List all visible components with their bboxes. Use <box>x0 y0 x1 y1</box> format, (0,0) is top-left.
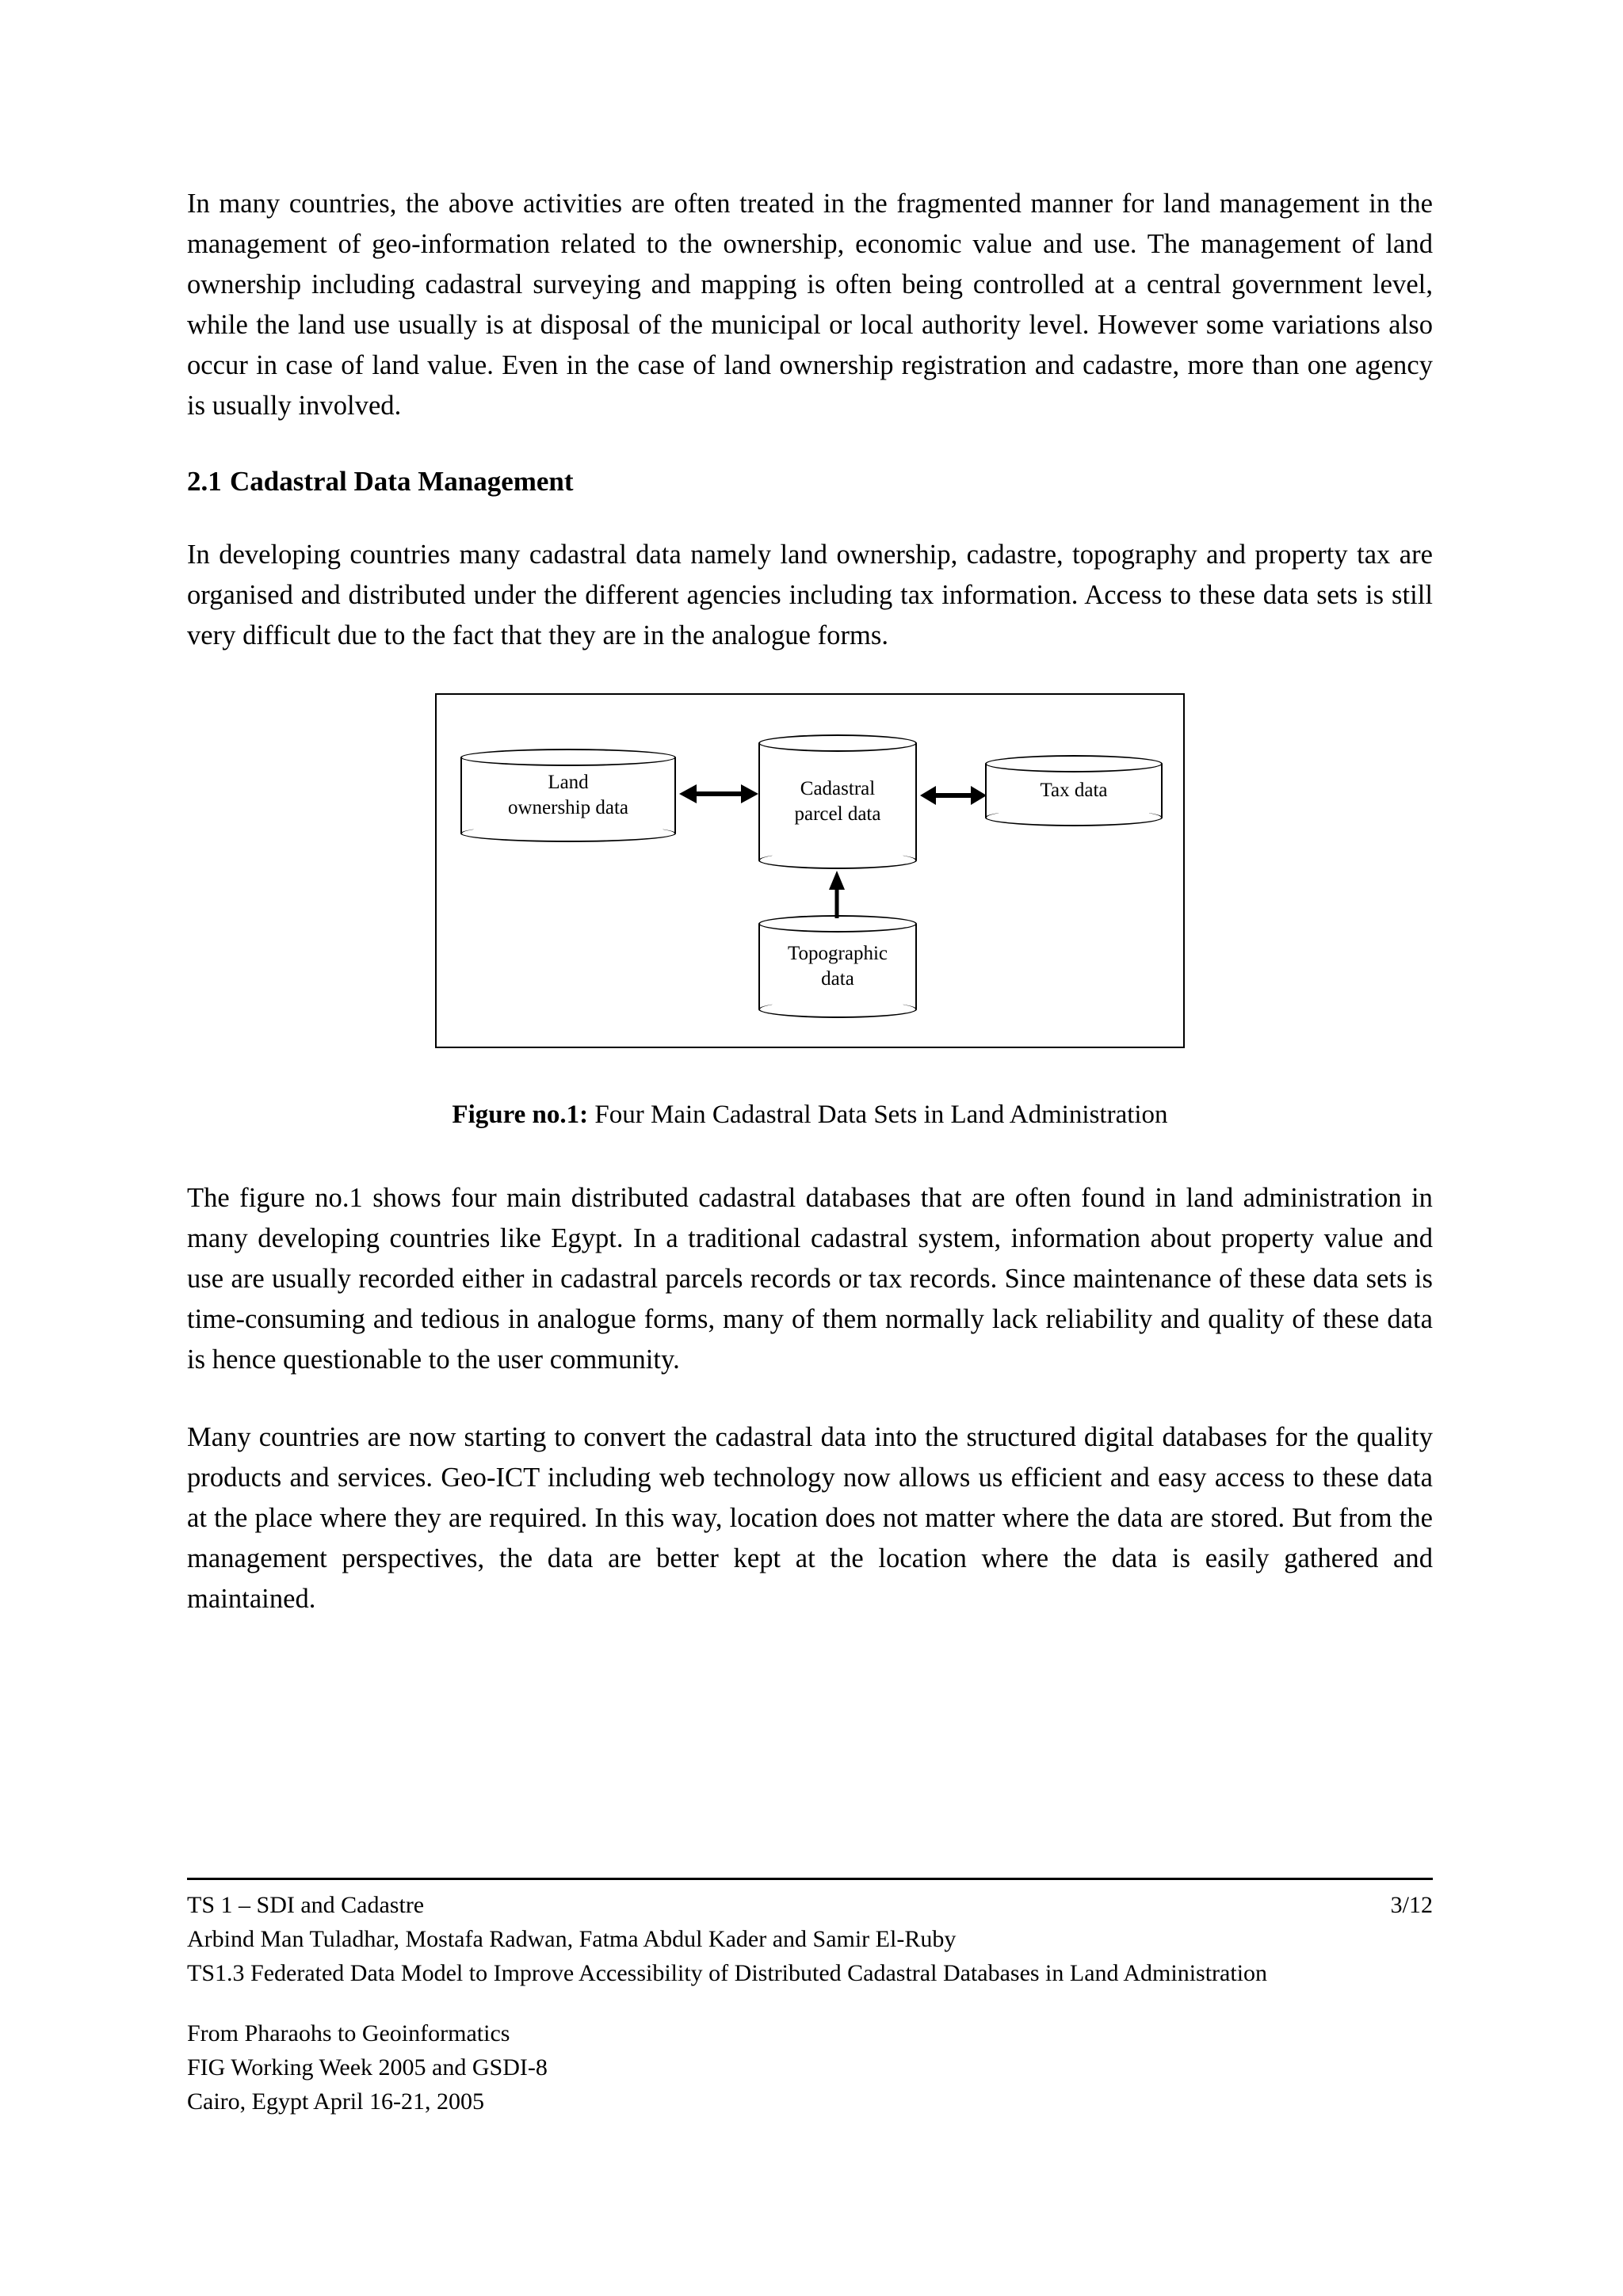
section-heading-cadastral-data-management <box>187 463 1433 500</box>
figure-diagram-frame <box>435 693 1185 1048</box>
cylinder-label <box>460 749 676 842</box>
footer-authors: Arbind Man Tuladhar, Mostafa Radwan, Fatma Abdul Kader and Samir El-Ruby <box>187 1926 957 1952</box>
double-arrow-icon-land-to-cadastral <box>679 780 758 807</box>
paragraph-intro: In many countries, the above activities are often treated in the fragmented manner for land management in the management of geo-information related to the ownership, economic value and use. The management of land ownership including cadastral surveying and mapping is often being controlled at a central government level, while the land use usually is at disposal of the municipal or local authority level. However some variations also occur in case of land value. Even in the case of land ownership registration and cadastre, more than one agency is usually involved. <box>187 189 1433 421</box>
cylinder-label <box>758 915 917 1018</box>
cylinder-label-line-2: ownership data <box>507 797 629 818</box>
paragraph-developing-countries: In developing countries many cadastral data namely land ownership, cadastre, topography and property tax are organised and distributed under the different agencies including tax information. Access to these data sets is still very difficult due to the fact that they are in the analogue forms. <box>187 540 1433 650</box>
section-number: 2.1 <box>187 466 222 497</box>
database-cylinder-tax-data <box>985 755 1163 826</box>
footer-session-row <box>187 1888 1433 1922</box>
figure-no-1 <box>187 693 1433 1132</box>
footer-spacer <box>187 1990 1433 2016</box>
footer-page-number: 3/12 <box>1390 1892 1433 1918</box>
cylinder-label-line-2: data <box>821 968 854 990</box>
paragraph-digital-databases: Many countries are now starting to convert the cadastral data into the structured digital databases for the quality products and services. Geo-ICT including web technology now allows us efficient and easy access to these data at the place where they are required. In this way, location does not matter where the data are stored. But from the management perspectives, the data are better kept at the location where the data is easily gathered and maintained. <box>187 1422 1433 1614</box>
figure-caption-text: Four Main Cadastral Data Sets in Land Administration <box>588 1100 1168 1129</box>
figure-caption-label: Figure no.1: <box>452 1100 589 1129</box>
footer-event-name: FIG Working Week 2005 and GSDI-8 <box>187 2054 548 2081</box>
section-title: Cadastral Data Management <box>230 466 574 497</box>
footer-paper-title: TS1.3 Federated Data Model to Improve Accessibility of Distributed Cadastral Databases in Land Administration <box>187 1960 1268 1986</box>
database-cylinder-topographic-data <box>758 915 917 1018</box>
cylinder-label-line-1: Land <box>548 772 589 793</box>
cylinder-label-line-1: Topographic <box>788 943 888 964</box>
double-arrow-icon-cadastral-to-tax <box>920 782 987 809</box>
page-content <box>187 184 1433 1619</box>
footer-divider <box>187 1878 1433 1880</box>
database-cylinder-cadastral-parcel-data <box>758 734 917 869</box>
footer-event-theme: From Pharaohs to Geoinformatics <box>187 2020 510 2046</box>
footer-event-location: Cairo, Egypt April 16-21, 2005 <box>187 2088 484 2115</box>
cylinder-label-line-2: parcel data <box>794 803 881 825</box>
cylinder-label <box>758 734 917 869</box>
database-cylinder-land-ownership-data <box>460 749 676 842</box>
paragraph-figure-description: The figure no.1 shows four main distributed cadastral databases that are often found in land administration in many developing countries like Egypt. In a traditional cadastral system, information about property value and use are usually recorded either in cadastral parcels records or tax records. Since maintenance of these data sets is time-consuming and tedious in analogue forms, many of them normally lack reliability and quality of these data is hence questionable to the user community. <box>187 1183 1433 1375</box>
page-footer <box>187 1878 1433 2119</box>
cylinder-label-line-1: Cadastral <box>800 778 876 799</box>
up-arrow-icon-topographic-to-cadastral <box>825 871 849 918</box>
footer-session: TS 1 – SDI and Cadastre <box>187 1892 425 1918</box>
figure-caption <box>187 1097 1433 1132</box>
cylinder-label-line-1: Tax data <box>1040 780 1108 801</box>
cylinder-label <box>985 755 1163 826</box>
